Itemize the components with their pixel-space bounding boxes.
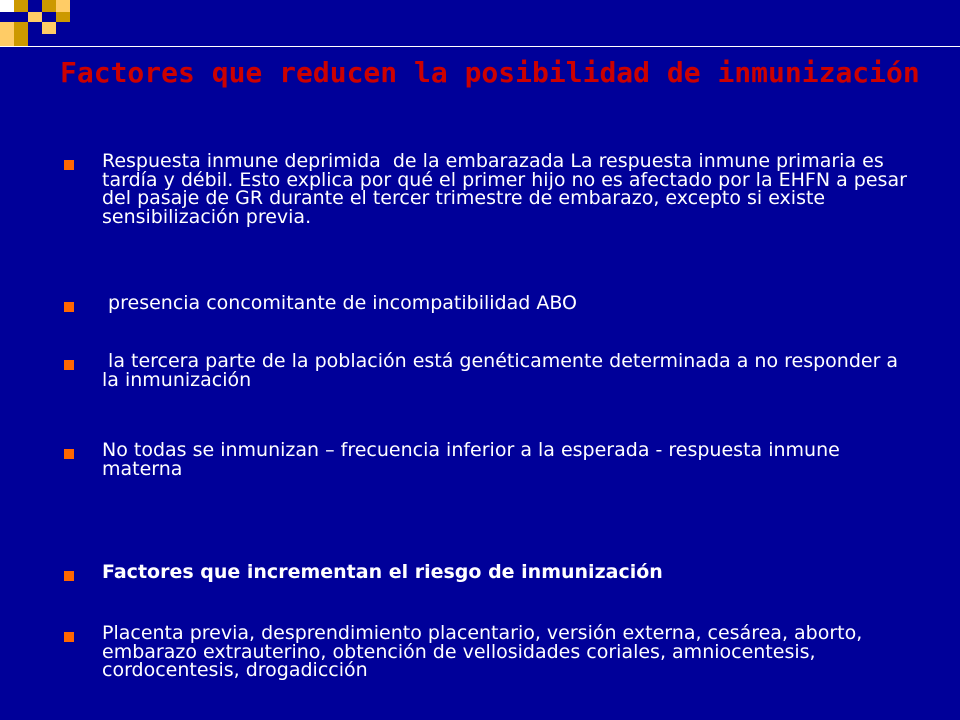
bullet-square-icon [64, 302, 74, 312]
bullet-text: Factores que incrementan el riesgo de inmunización [102, 561, 663, 583]
bullet-square-icon [64, 632, 74, 642]
bullet-square-icon [64, 360, 74, 370]
slide-title: Factores que reducen la posibilidad de inmunización [60, 56, 920, 89]
bullet-text: presencia concomitante de incompatibilidad ABO [102, 292, 577, 314]
bullet-text: No todas se inmunizan – frecuencia inferior a la esperada - respuesta inmune materna [102, 439, 846, 480]
bullet-square-icon [64, 449, 74, 459]
bullet-text: la tercera parte de la población está genéticamente determinada a no responder a la inmunización [102, 350, 905, 391]
bullet-text: Placenta previa, desprendimiento placentario, versión externa, cesárea, aborto, embarazo extrauterino, obtención de vellosidades coriales, amniocentesis, cordocentesis, drogadicción [102, 622, 869, 681]
bullet-square-icon [64, 571, 74, 581]
bullet-square-icon [64, 160, 74, 170]
bullet-text: Respuesta inmune deprimida de la embarazada La respuesta inmune primaria es tardía y débil. Esto explica por qué el primer hijo no es afectado por la EHFN a pesar del pasaje de GR durante el tercer trimestre de embarazo, excepto si existe sensibilización previa. [102, 150, 913, 228]
